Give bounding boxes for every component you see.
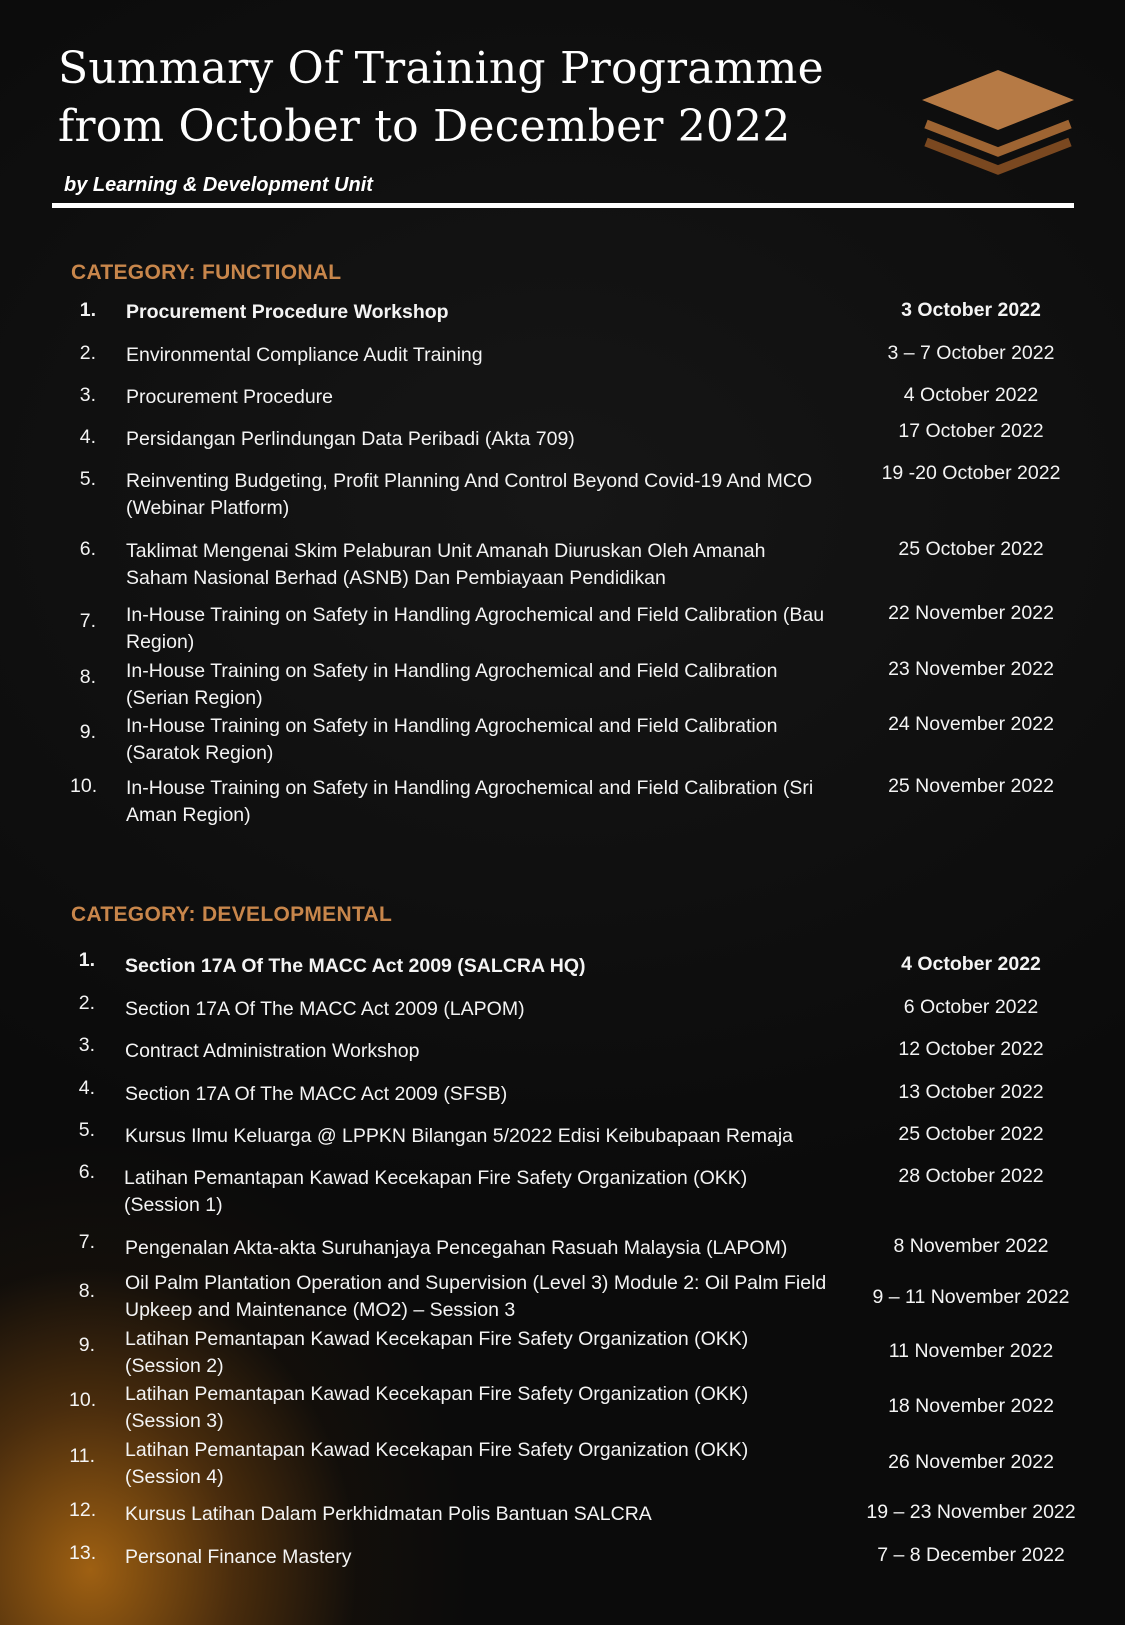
- item-number: 5.: [78, 1119, 95, 1141]
- item-number: 1.: [79, 299, 96, 321]
- item-title: Section 17A Of The MACC Act 2009 (SFSB): [125, 1083, 508, 1105]
- item-date: 22 November 2022: [888, 602, 1054, 624]
- item-title: Procurement Procedure Workshop: [126, 301, 449, 323]
- list-item: [0, 602, 1125, 658]
- list-item: [0, 1161, 1125, 1221]
- item-title: In-House Training on Safety in Handling Agrochemical and Field Calibration (Bau Region): [126, 604, 825, 653]
- item-title: Latihan Pemantapan Kawad Kecekapan Fire Safety Organization (OKK) (Session 2): [125, 1328, 749, 1377]
- item-date: 28 October 2022: [898, 1165, 1044, 1187]
- item-date: 13 October 2022: [898, 1081, 1044, 1103]
- item-date: 19 – 23 November 2022: [866, 1501, 1076, 1523]
- list-item: [0, 1270, 1125, 1326]
- item-number: 3.: [78, 1034, 95, 1056]
- item-number: 2.: [78, 992, 95, 1014]
- item-number: 6.: [78, 1161, 95, 1183]
- item-title: Taklimat Mengenai Skim Pelaburan Unit Amanah Diuruskan Oleh Amanah Saham Nasional Berhad (ASNB) Dan Pembiayaan Pendidikan: [126, 540, 766, 589]
- item-title: Contract Administration Workshop: [125, 1040, 420, 1062]
- item-title: Latihan Pemantapan Kawad Kecekapan Fire Safety Organization (OKK) (Session 4): [125, 1439, 749, 1488]
- item-date: 8 November 2022: [893, 1235, 1049, 1257]
- item-date: 6 October 2022: [903, 996, 1039, 1018]
- item-date: 25 October 2022: [898, 1123, 1044, 1145]
- item-number: 8.: [79, 666, 96, 688]
- list-item: [0, 775, 1125, 831]
- list-item: [0, 538, 1125, 594]
- item-date: 4 October 2022: [903, 384, 1039, 406]
- item-number: 10.: [70, 775, 98, 797]
- list-item: [0, 462, 1125, 524]
- item-date: 3 – 7 October 2022: [887, 342, 1055, 364]
- item-title: Kursus Latihan Dalam Perkhidmatan Polis Bantuan SALCRA: [125, 1503, 652, 1525]
- item-title: Reinventing Budgeting, Profit Planning And Control Beyond Covid-19 And MCO (Webinar Platform): [126, 470, 813, 519]
- item-number: 10.: [69, 1389, 97, 1411]
- byline: by Learning & Development Unit: [64, 174, 373, 196]
- item-title: Section 17A Of The MACC Act 2009 (SALCRA HQ): [125, 955, 586, 977]
- list-item: [0, 1437, 1125, 1493]
- title-line-1: Summary Of Training Programme: [58, 43, 824, 94]
- item-number: 7.: [79, 610, 96, 632]
- item-number: 4.: [79, 426, 96, 448]
- item-title: Section 17A Of The MACC Act 2009 (LAPOM): [125, 998, 525, 1020]
- item-date: 24 November 2022: [888, 713, 1054, 735]
- item-date: 26 November 2022: [888, 1451, 1054, 1473]
- item-date: 11 November 2022: [888, 1340, 1054, 1362]
- item-title: Pengenalan Akta-akta Suruhanjaya Pencegahan Rasuah Malaysia (LAPOM): [125, 1237, 788, 1259]
- item-number: 4.: [78, 1077, 95, 1099]
- item-title: Latihan Pemantapan Kawad Kecekapan Fire Safety Organization (OKK) (Session 1): [124, 1167, 748, 1216]
- item-title: Latihan Pemantapan Kawad Kecekapan Fire Safety Organization (OKK) (Session 3): [125, 1383, 749, 1432]
- item-title: Kursus Ilmu Keluarga @ LPPKN Bilangan 5/2022 Edisi Keibubapaan Remaja: [125, 1125, 794, 1147]
- item-title: Persidangan Perlindungan Data Peribadi (Akta 709): [126, 428, 575, 450]
- item-number: 9.: [79, 721, 96, 743]
- category-developmental-heading: CATEGORY: DEVELOPMENTAL: [71, 903, 393, 926]
- item-number: 3.: [79, 384, 96, 406]
- item-date: 18 November 2022: [888, 1395, 1054, 1417]
- item-number: 12.: [69, 1499, 97, 1521]
- item-number: 5.: [79, 468, 96, 490]
- item-date: 25 October 2022: [898, 538, 1044, 560]
- item-number: 11.: [69, 1445, 95, 1467]
- item-number: 1.: [78, 949, 95, 971]
- item-date: 4 October 2022: [901, 953, 1041, 975]
- header-divider: [52, 203, 1074, 208]
- item-date: 19 -20 October 2022: [881, 462, 1061, 484]
- stacked-layers-icon: [920, 66, 1076, 178]
- list-item: [0, 1381, 1125, 1437]
- item-date: 17 October 2022: [898, 420, 1044, 442]
- item-date: 3 October 2022: [901, 299, 1041, 321]
- item-title: In-House Training on Safety in Handling Agrochemical and Field Calibration (Sri Aman Region): [126, 777, 814, 826]
- item-date: 7 – 8 December 2022: [877, 1544, 1065, 1566]
- item-date: 23 November 2022: [888, 658, 1054, 680]
- item-number: 2.: [79, 342, 96, 364]
- list-item: [0, 658, 1125, 714]
- list-item: [0, 1544, 1125, 1600]
- layer-top: [922, 70, 1074, 130]
- item-number: 13.: [69, 1542, 97, 1564]
- item-title: In-House Training on Safety in Handling Agrochemical and Field Calibration (Saratok Region): [126, 715, 778, 764]
- item-title: Environmental Compliance Audit Training: [126, 344, 483, 366]
- item-title: Procurement Procedure: [126, 386, 334, 408]
- item-number: 6.: [79, 538, 96, 560]
- category-functional-heading: CATEGORY: FUNCTIONAL: [71, 261, 342, 284]
- item-number: 9.: [78, 1334, 95, 1356]
- list-item: [0, 713, 1125, 769]
- item-number: 7.: [78, 1231, 95, 1253]
- item-title: In-House Training on Safety in Handling Agrochemical and Field Calibration (Serian Region): [126, 660, 778, 709]
- item-date: 12 October 2022: [898, 1038, 1044, 1060]
- item-title: Oil Palm Plantation Operation and Supervision (Level 3) Module 2: Oil Palm Field Upkeep and Maintenance (MO2) – Session 3: [125, 1272, 827, 1321]
- item-date: 9 – 11 November 2022: [872, 1286, 1070, 1308]
- list-item: [0, 1326, 1125, 1382]
- title-line-2: from October to December 2022: [58, 101, 791, 152]
- item-title: Personal Finance Mastery: [125, 1546, 352, 1568]
- item-number: 8.: [78, 1280, 95, 1302]
- item-date: 25 November 2022: [888, 775, 1054, 797]
- page-title: [58, 40, 824, 156]
